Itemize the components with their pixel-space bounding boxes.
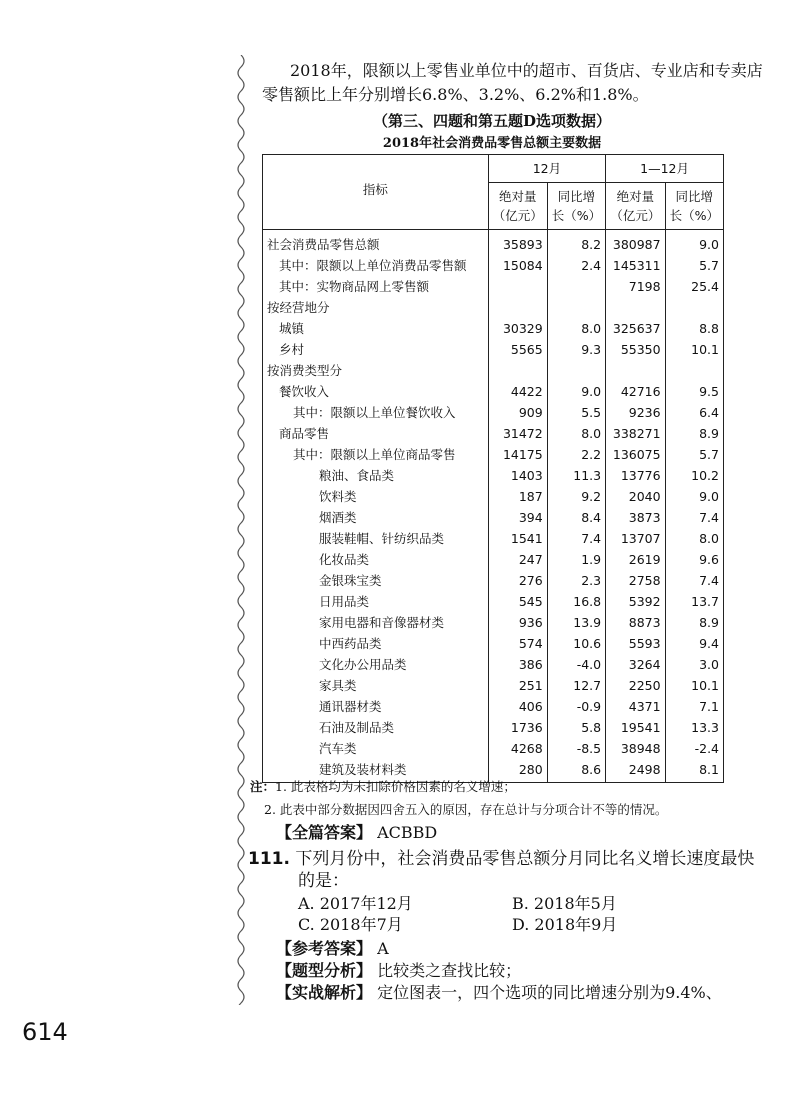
cell-year-yoy: 8.1 (665, 759, 723, 783)
cell-dec-yoy: 9.0 (547, 381, 605, 402)
cell-dec-absolute: 31472 (488, 423, 547, 444)
row-label: 家用电器和音像器材类 (263, 612, 489, 633)
cell-dec-yoy (547, 360, 605, 381)
table-row (263, 381, 724, 402)
question-text-line-2: 的是： (298, 871, 349, 891)
row-label: 商品零售 (263, 423, 489, 444)
analysis-text: 【实战解析】 定位图表一，四个选项的同比增速分别为9.4%、 (276, 983, 722, 1002)
row-label: 中西药品类 (263, 633, 489, 654)
table-row (263, 339, 724, 360)
cell-year-yoy: -2.4 (665, 738, 723, 759)
table-row (263, 255, 724, 276)
cell-year-yoy: 10.1 (665, 339, 723, 360)
cell-year-absolute: 42716 (606, 381, 665, 402)
row-label: 化妆品类 (263, 549, 489, 570)
cell-year-absolute: 2498 (606, 759, 665, 783)
row-label: 其中：限额以上单位餐饮收入 (263, 402, 489, 423)
row-label: 烟酒类 (263, 507, 489, 528)
cell-dec-absolute: 936 (488, 612, 547, 633)
cell-dec-yoy: -0.9 (547, 696, 605, 717)
cell-year-yoy: 8.9 (665, 612, 723, 633)
header-year-yoy: 同比增 长（%） (665, 183, 723, 230)
intro-line-1: 2018年，限额以上零售业单位中的超市、百货店、专业店和专卖店 (290, 61, 763, 80)
table-row (263, 612, 724, 633)
row-label: 饮料类 (263, 486, 489, 507)
row-label: 建筑及装材料类 (263, 759, 489, 783)
cell-dec-yoy: 8.0 (547, 423, 605, 444)
cell-year-absolute: 136075 (606, 444, 665, 465)
cell-dec-absolute: 909 (488, 402, 547, 423)
cell-dec-absolute: 406 (488, 696, 547, 717)
cell-year-yoy: 9.0 (665, 486, 723, 507)
cell-year-yoy: 7.4 (665, 507, 723, 528)
row-label: 通讯器材类 (263, 696, 489, 717)
cell-dec-absolute: 5565 (488, 339, 547, 360)
cell-year-yoy: 10.1 (665, 675, 723, 696)
table-row (263, 486, 724, 507)
cell-dec-absolute: 35893 (488, 230, 547, 256)
question-text-line-1: 111. 下列月份中，社会消费品零售总额分月同比名义增长速度最快 (248, 849, 755, 869)
cell-dec-yoy (547, 297, 605, 318)
cell-year-yoy: 8.9 (665, 423, 723, 444)
note-2: 2. 此表中部分数据因四舍五入的原因，存在总计与分项合计不等的情况。 (264, 802, 668, 817)
cell-year-yoy: 3.0 (665, 654, 723, 675)
full-answer: 【全篇答案】 ACBBD (276, 823, 438, 842)
cell-year-yoy: 13.7 (665, 591, 723, 612)
row-label: 其中：限额以上单位商品零售 (263, 444, 489, 465)
cell-year-yoy: 9.6 (665, 549, 723, 570)
cell-year-yoy: 10.2 (665, 465, 723, 486)
table-row (263, 591, 724, 612)
row-label: 城镇 (263, 318, 489, 339)
cell-year-yoy: 9.0 (665, 230, 723, 256)
row-label: 按经营地分 (263, 297, 489, 318)
cell-year-absolute: 55350 (606, 339, 665, 360)
table-row (263, 696, 724, 717)
cell-dec-absolute: 386 (488, 654, 547, 675)
row-label: 家具类 (263, 675, 489, 696)
option-a: A. 2017年12月 (298, 894, 413, 913)
table-row (263, 717, 724, 738)
reference-answer: 【参考答案】 A (276, 939, 389, 958)
cell-dec-yoy (547, 276, 605, 297)
note-1: 注：1. 此表格均为未扣除价格因素的名义增速； (250, 779, 516, 794)
cell-dec-absolute: 14175 (488, 444, 547, 465)
cell-dec-yoy: 8.6 (547, 759, 605, 783)
cell-dec-absolute: 1403 (488, 465, 547, 486)
header-dec-absolute: 绝对量 （亿元） (488, 183, 547, 230)
cell-dec-absolute: 280 (488, 759, 547, 783)
cell-dec-yoy: -8.5 (547, 738, 605, 759)
cell-dec-yoy: 9.2 (547, 486, 605, 507)
cell-year-yoy: 7.1 (665, 696, 723, 717)
sub-heading: （第三、四题和第五题D选项数据） (372, 112, 611, 130)
table-row (263, 423, 724, 444)
cell-year-absolute: 5593 (606, 633, 665, 654)
table-row (263, 570, 724, 591)
row-label: 石油及制品类 (263, 717, 489, 738)
table-row (263, 507, 724, 528)
cell-year-yoy: 25.4 (665, 276, 723, 297)
cell-dec-absolute: 4422 (488, 381, 547, 402)
row-label: 粮油、食品类 (263, 465, 489, 486)
cell-year-absolute: 13707 (606, 528, 665, 549)
header-indicator: 指标 (263, 155, 489, 230)
row-label: 汽车类 (263, 738, 489, 759)
cell-year-absolute: 2250 (606, 675, 665, 696)
cell-dec-yoy: 8.0 (547, 318, 605, 339)
table-row (263, 297, 724, 318)
cell-dec-absolute: 545 (488, 591, 547, 612)
cell-dec-absolute: 247 (488, 549, 547, 570)
cell-dec-yoy: 9.3 (547, 339, 605, 360)
cell-dec-yoy: 8.4 (547, 507, 605, 528)
table-row (263, 633, 724, 654)
cell-year-yoy (665, 360, 723, 381)
row-label: 日用品类 (263, 591, 489, 612)
page-number: 614 (22, 1018, 68, 1046)
table-row (263, 360, 724, 381)
cell-dec-yoy: 7.4 (547, 528, 605, 549)
cell-dec-absolute: 394 (488, 507, 547, 528)
table-row (263, 402, 724, 423)
cell-year-absolute: 38948 (606, 738, 665, 759)
cell-dec-yoy: 11.3 (547, 465, 605, 486)
table-row (263, 528, 724, 549)
cell-dec-yoy: 10.6 (547, 633, 605, 654)
row-label: 餐饮收入 (263, 381, 489, 402)
cell-dec-absolute (488, 360, 547, 381)
cell-year-absolute: 2040 (606, 486, 665, 507)
header-year-absolute: 绝对量 （亿元） (606, 183, 665, 230)
table-row (263, 318, 724, 339)
cell-year-absolute: 19541 (606, 717, 665, 738)
cell-year-absolute (606, 360, 665, 381)
cell-dec-absolute: 1541 (488, 528, 547, 549)
table-row (263, 230, 724, 256)
cell-year-absolute: 2758 (606, 570, 665, 591)
cell-dec-yoy: 16.8 (547, 591, 605, 612)
cell-dec-absolute: 4268 (488, 738, 547, 759)
header-period-full-year: 1—12月 (606, 155, 724, 183)
cell-dec-yoy: 2.2 (547, 444, 605, 465)
cell-year-absolute: 7198 (606, 276, 665, 297)
cell-year-yoy: 9.4 (665, 633, 723, 654)
cell-dec-absolute: 15084 (488, 255, 547, 276)
cell-year-absolute: 338271 (606, 423, 665, 444)
option-d: D. 2018年9月 (512, 915, 618, 934)
row-label: 服装鞋帽、针纺织品类 (263, 528, 489, 549)
cell-year-yoy: 9.5 (665, 381, 723, 402)
question-type: 【题型分析】 比较类之查找比较； (276, 961, 522, 980)
cell-dec-absolute: 574 (488, 633, 547, 654)
header-dec-yoy: 同比增 长（%） (547, 183, 605, 230)
row-label: 乡村 (263, 339, 489, 360)
cell-dec-yoy: -4.0 (547, 654, 605, 675)
table-row (263, 675, 724, 696)
option-b: B. 2018年5月 (512, 894, 617, 913)
cell-year-absolute: 325637 (606, 318, 665, 339)
row-label: 其中：实物商品网上零售额 (263, 276, 489, 297)
cell-year-yoy: 6.4 (665, 402, 723, 423)
cell-dec-yoy: 5.8 (547, 717, 605, 738)
cell-year-absolute: 5392 (606, 591, 665, 612)
row-label: 其中：限额以上单位消费品零售额 (263, 255, 489, 276)
cell-year-absolute: 380987 (606, 230, 665, 256)
cell-year-absolute: 4371 (606, 696, 665, 717)
intro-line-2: 零售额比上年分别增长6.8%、3.2%、6.2%和1.8%。 (262, 85, 649, 104)
cell-year-yoy: 13.3 (665, 717, 723, 738)
header-period-december: 12月 (488, 155, 605, 183)
cell-year-absolute: 13776 (606, 465, 665, 486)
cell-year-absolute: 9236 (606, 402, 665, 423)
cell-year-absolute: 145311 (606, 255, 665, 276)
table-row (263, 549, 724, 570)
cell-year-yoy: 8.8 (665, 318, 723, 339)
cell-dec-yoy: 1.9 (547, 549, 605, 570)
row-label: 文化办公用品类 (263, 654, 489, 675)
table-row (263, 444, 724, 465)
cell-year-yoy: 5.7 (665, 444, 723, 465)
table-title: 2018年社会消费品零售总额主要数据 (382, 136, 602, 151)
cell-year-absolute: 3264 (606, 654, 665, 675)
table-row (263, 276, 724, 297)
cell-dec-absolute: 187 (488, 486, 547, 507)
cell-dec-absolute: 251 (488, 675, 547, 696)
cell-dec-absolute: 30329 (488, 318, 547, 339)
row-label: 社会消费品零售总额 (263, 230, 489, 256)
row-label: 金银珠宝类 (263, 570, 489, 591)
cell-dec-yoy: 8.2 (547, 230, 605, 256)
cell-year-yoy: 8.0 (665, 528, 723, 549)
cell-year-absolute: 2619 (606, 549, 665, 570)
table-row (263, 738, 724, 759)
cell-dec-yoy: 2.4 (547, 255, 605, 276)
cell-year-absolute: 3873 (606, 507, 665, 528)
row-label: 按消费类型分 (263, 360, 489, 381)
cell-dec-yoy: 2.3 (547, 570, 605, 591)
cell-year-absolute (606, 297, 665, 318)
cell-dec-yoy: 5.5 (547, 402, 605, 423)
table-row (263, 654, 724, 675)
cell-dec-yoy: 13.9 (547, 612, 605, 633)
cell-dec-absolute (488, 276, 547, 297)
cell-year-yoy: 5.7 (665, 255, 723, 276)
cell-year-yoy: 7.4 (665, 570, 723, 591)
cell-dec-absolute: 276 (488, 570, 547, 591)
cell-dec-yoy: 12.7 (547, 675, 605, 696)
cell-year-yoy (665, 297, 723, 318)
option-c: C. 2018年7月 (298, 915, 403, 934)
cell-year-absolute: 8873 (606, 612, 665, 633)
retail-sales-table (262, 154, 724, 783)
cell-dec-absolute: 1736 (488, 717, 547, 738)
cell-dec-absolute (488, 297, 547, 318)
table-row (263, 465, 724, 486)
